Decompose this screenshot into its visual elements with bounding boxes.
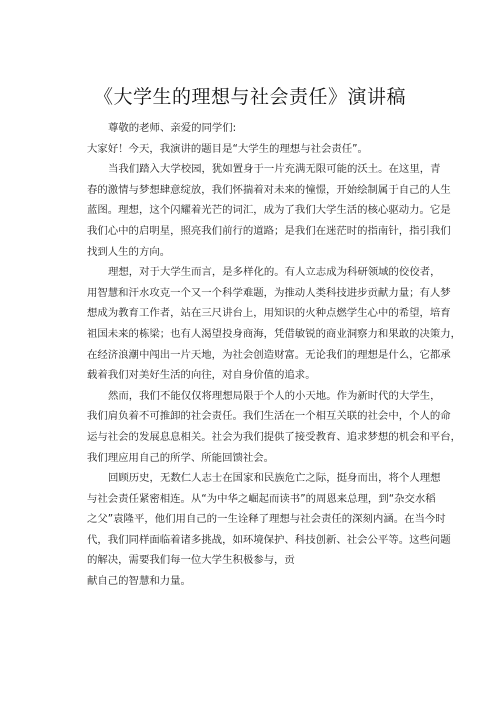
text-line: 代，我们同样面临着诸多挑战，如环境保护、科技创新、社会公平等。这些问题 [87,533,451,546]
text-line: 我们心中的启明星，照亮我们前行的道路；是我们在迷茫时的指南针，指引我们 [87,224,451,237]
text-line: 与社会责任紧密相连。从“为中华之崛起而读书”的周恩来总理，到“杂交水稻 [87,492,436,505]
text-line: 回顾历史，无数仁人志士在国家和民族危亡之际，挺身而出，将个人理想 [108,472,441,485]
text-line: 祖国未来的栋梁；也有人渴望投身商海，凭借敏锐的商业洞察力和果敢的决策力， [87,327,462,340]
text-line: 理想，对于大学生而言，是多样化的。有人立志成为科研领域的佼佼者， [108,266,441,279]
document-title: 《大学生的理想与社会责任》演讲稿 [93,85,406,108]
text-line: 想成为教育工作者，站在三尺讲台上，用知识的火种点燃学生心中的希望，培育 [87,307,451,320]
text-line: 蓝图。理想，这个闪耀着光芒的词汇，成为了我们大学生活的核心驱动力。它是 [87,204,451,217]
text-line: 载着我们对美好生活的向往，对自身价值的追求。 [87,369,316,382]
text-line: 然而，我们不能仅仅将理想局限于个人的小天地。作为新时代的大学生， [108,389,441,402]
text-line: 的解决，需要我们每一位大学生积极参与，贡 [87,554,295,567]
text-line: 用智慧和汗水攻克一个又一个科学难题，为推动人类科技进步贡献力量；有人梦 [87,286,451,299]
text-line: 献自己的智慧和力量。 [87,575,191,588]
text-line: 我们理应用自己的所学、所能回馈社会。 [87,451,275,464]
document-body [87,118,462,592]
text-line: 之父”袁隆平，他们用自己的一生诠释了理想与社会责任的深刻内涵。在当今时 [87,513,446,526]
text-line: 春的激情与梦想肆意绽放，我们怀揣着对未来的憧憬，开始绘制属于自己的人生 [87,183,451,196]
text-line: 尊敬的老师、亲爱的同学们: [108,122,237,134]
text-line: 运与社会的发展息息相关。社会为我们提供了接受教育、追求梦想的机会和平台， [87,430,462,443]
text-line: 找到人生的方向。 [87,245,171,258]
text-line: 大家好！今天，我演讲的题目是“大学生的理想与社会责任”。 [87,142,368,155]
text-line: 在经济浪潮中闯出一片天地，为社会创造财富。无论我们的理想是什么，它都承 [87,348,451,361]
text-line: 当我们踏入大学校园，犹如置身于一片充满无限可能的沃土。在这里，青 [108,163,441,176]
text-line: 我们肩负着不可推卸的社会责任。我们生活在一个相互关联的社会中，个人的命 [87,410,451,423]
